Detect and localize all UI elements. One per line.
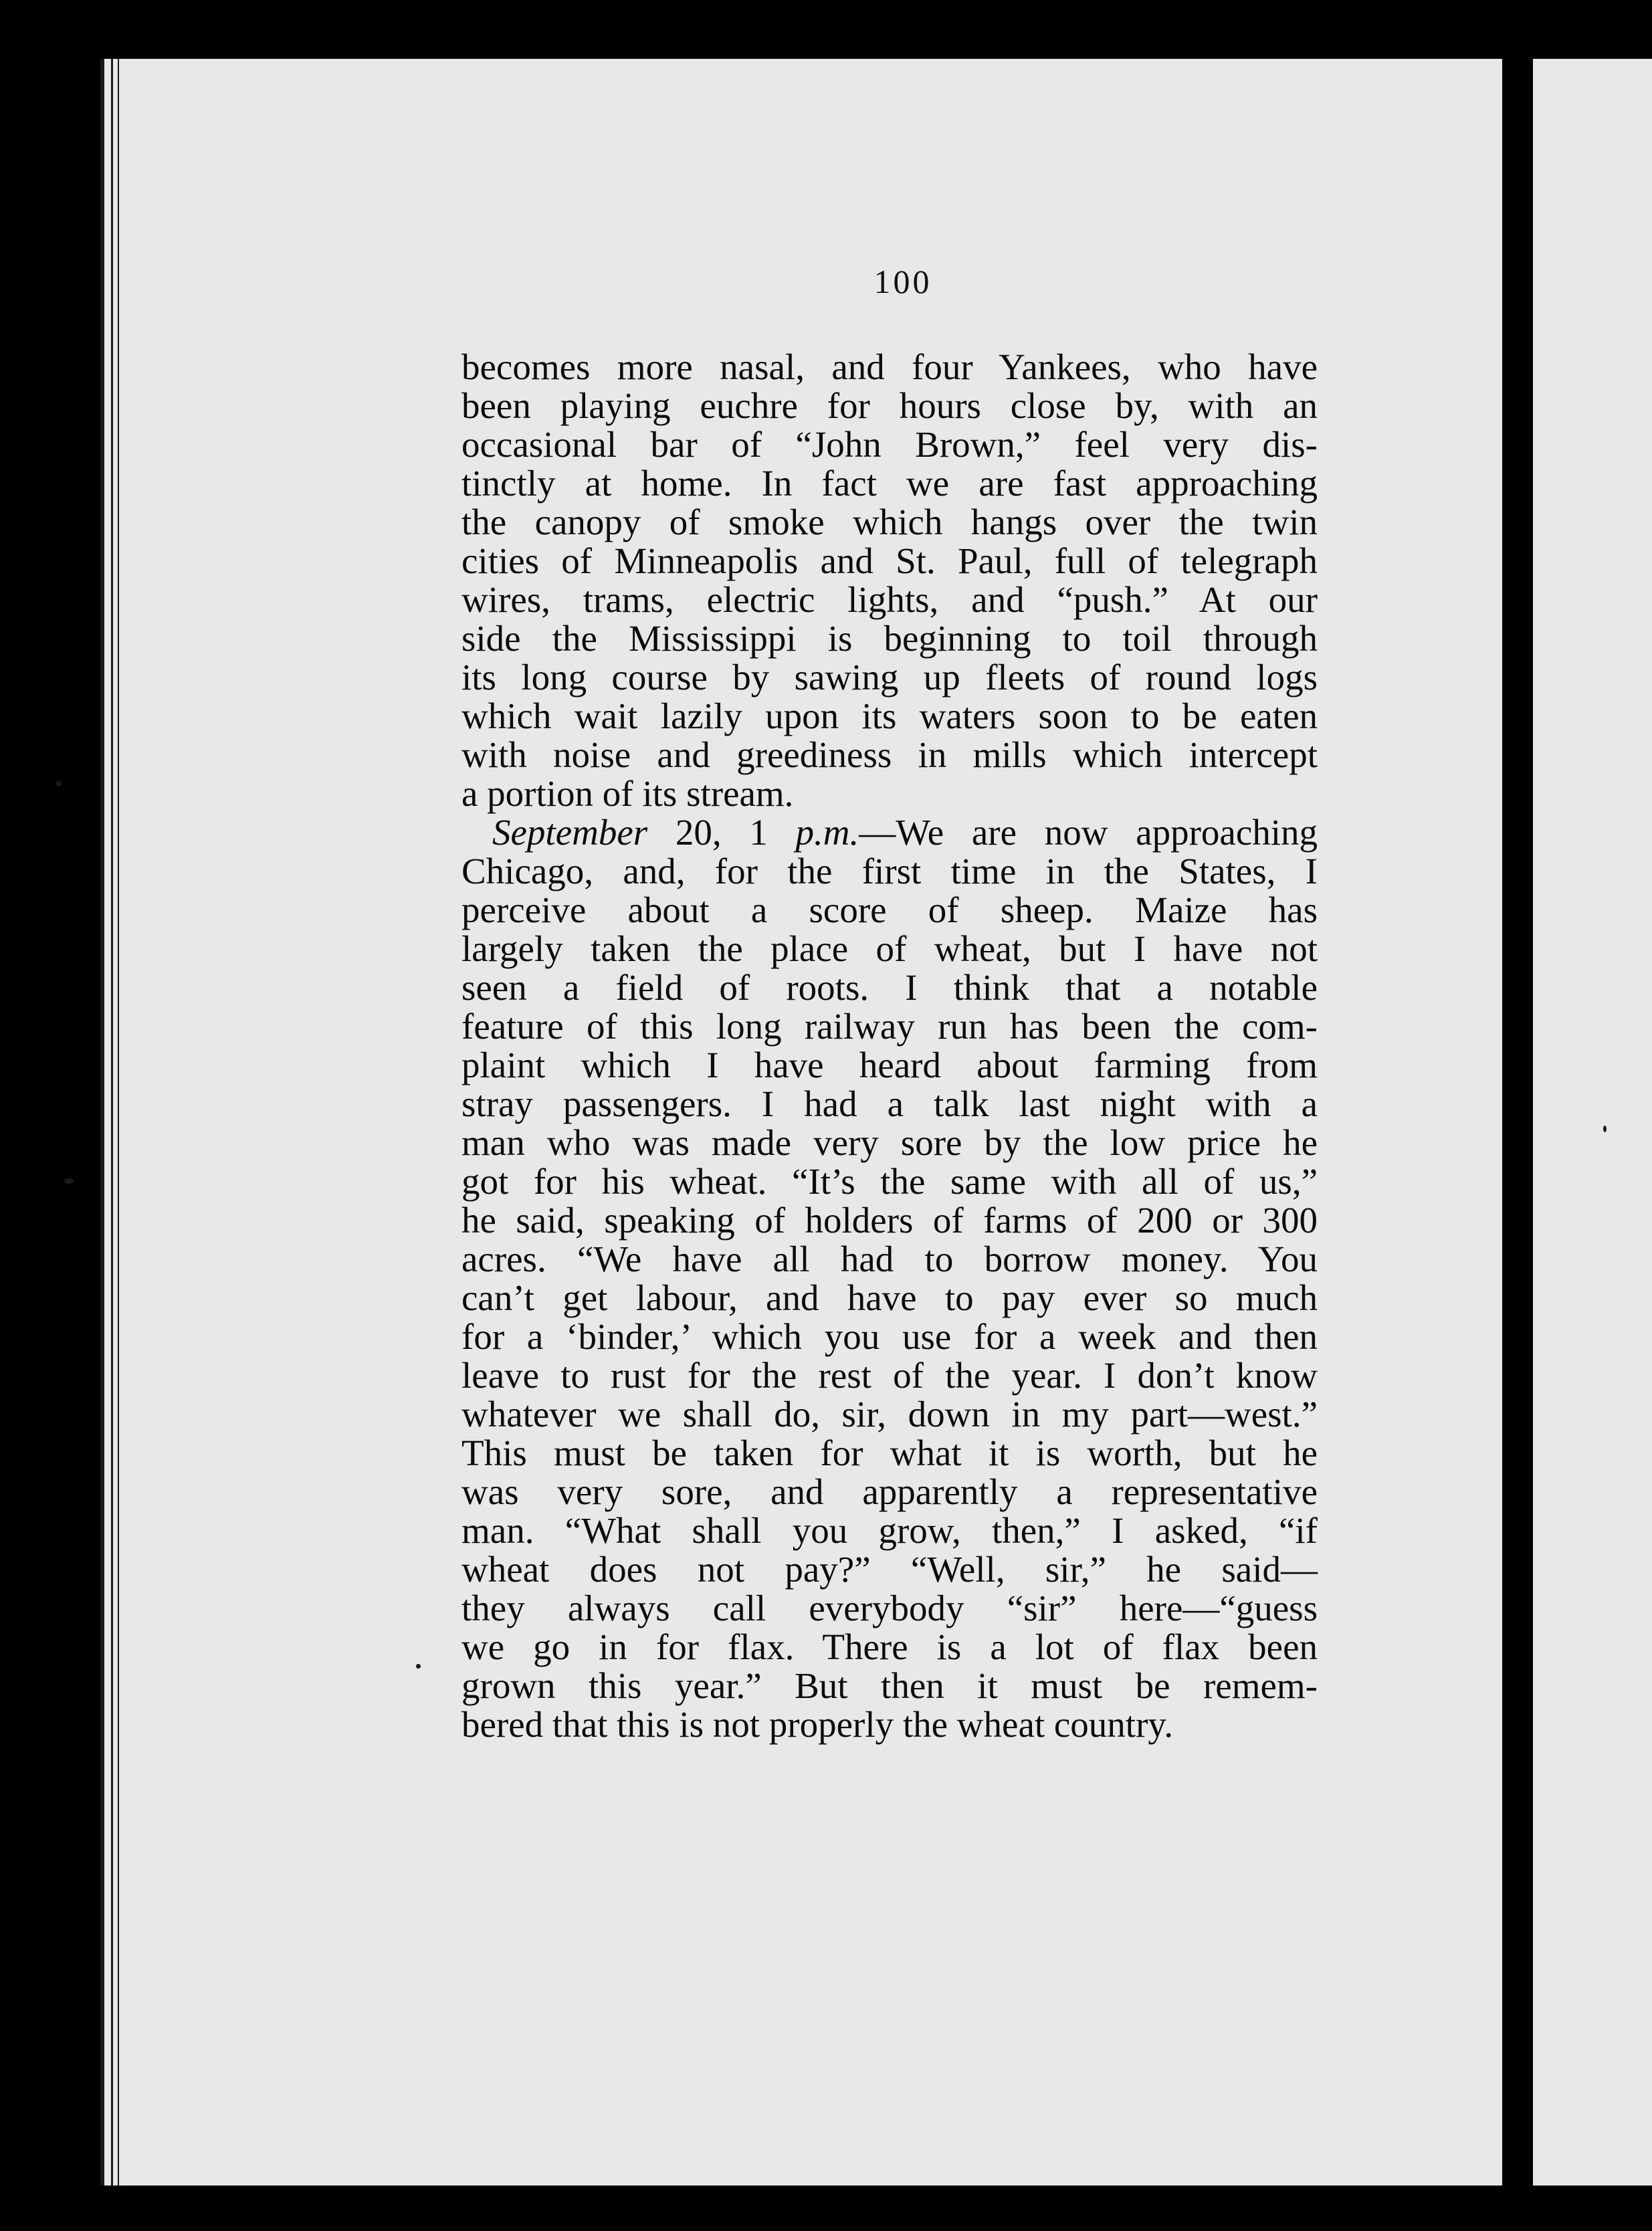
text-line: Chicago, and, for the first time in the States, I	[461, 851, 1318, 891]
scan-speck	[56, 781, 62, 786]
body-text	[461, 348, 1318, 1744]
text-line: its long course by sawing up fleets of round logs	[461, 657, 1318, 698]
text-line: with noise and greediness in mills which intercept	[461, 734, 1318, 775]
text-line: he said, speaking of holders of farms of 200 or 300	[461, 1200, 1318, 1241]
text-line: been playing euchre for hours close by, with an	[461, 385, 1318, 426]
text-line: This must be taken for what it is worth, but he	[461, 1432, 1318, 1473]
text-line: tinctly at home. In fact we are fast approaching	[461, 463, 1318, 504]
text-line: cities of Minneapolis and St. Paul, full of telegraph	[461, 540, 1318, 581]
entry-text-start: —We are now approaching	[859, 812, 1318, 853]
text-line: leave to rust for the rest of the year. I don’t know	[461, 1355, 1318, 1396]
text-line: got for his wheat. “It’s the same with all of us,”	[461, 1161, 1318, 1202]
facing-page-edge	[1533, 59, 1652, 2186]
entry-day: 20,	[647, 812, 750, 853]
diary-entry-heading	[461, 813, 1318, 852]
text-line: seen a field of roots. I think that a notable	[461, 967, 1318, 1008]
text-line: can’t get labour, and have to pay ever so much	[461, 1277, 1318, 1318]
text-line: bered that this is not properly the wheat country.	[461, 1704, 1174, 1745]
entry-hour: 1	[749, 812, 796, 853]
entry-time: p.m.	[795, 812, 859, 853]
text-line: they always call everybody “sir” here—“guess	[461, 1588, 1318, 1628]
text-line: side the Mississippi is beginning to toil through	[461, 618, 1318, 659]
page-number: 100	[873, 263, 932, 300]
text-line: a portion of its stream.	[461, 773, 794, 814]
text-line: plaint which I have heard about farming from	[461, 1045, 1318, 1085]
scan-speck	[416, 1664, 421, 1669]
text-line: perceive about a score of sheep. Maize has	[461, 889, 1318, 930]
text-line: acres. “We have all had to borrow money. You	[461, 1239, 1318, 1279]
text-line: whatever we shall do, sir, down in my part—west.”	[461, 1394, 1318, 1435]
scan-speck	[1603, 1126, 1607, 1132]
text-line: becomes more nasal, and four Yankees, who have	[461, 346, 1318, 387]
text-line: wheat does not pay?” “Well, sir,” he said—	[461, 1549, 1318, 1590]
binding-edge-line	[111, 59, 113, 2186]
text-line: which wait lazily upon its waters soon to be eaten	[461, 696, 1318, 736]
text-line: we go in for flax. There is a lot of flax been	[461, 1626, 1318, 1667]
binding-edge-line	[100, 59, 104, 2186]
binding-edge-line	[118, 59, 119, 2186]
text-line: man who was made very sore by the low price he	[461, 1122, 1318, 1163]
text-line: the canopy of smoke which hangs over the twin	[461, 502, 1318, 542]
text-line: was very sore, and apparently a representative	[461, 1471, 1318, 1512]
entry-date: September	[492, 812, 648, 853]
scan-speck	[64, 1178, 74, 1184]
text-line: grown this year.” But then it must be remem-	[461, 1665, 1318, 1706]
text-line: feature of this long railway run has been the com-	[461, 1006, 1318, 1047]
text-line: stray passengers. I had a talk last night with a	[461, 1083, 1318, 1124]
text-line: largely taken the place of wheat, but I have not	[461, 928, 1318, 969]
text-line: wires, trams, electric lights, and “push.” At our	[461, 579, 1318, 620]
text-line: for a ‘binder,’ which you use for a week and then	[461, 1316, 1318, 1357]
text-line: man. “What shall you grow, then,” I asked, “if	[461, 1510, 1318, 1551]
text-line: occasional bar of “John Brown,” feel very dis-	[461, 424, 1318, 465]
